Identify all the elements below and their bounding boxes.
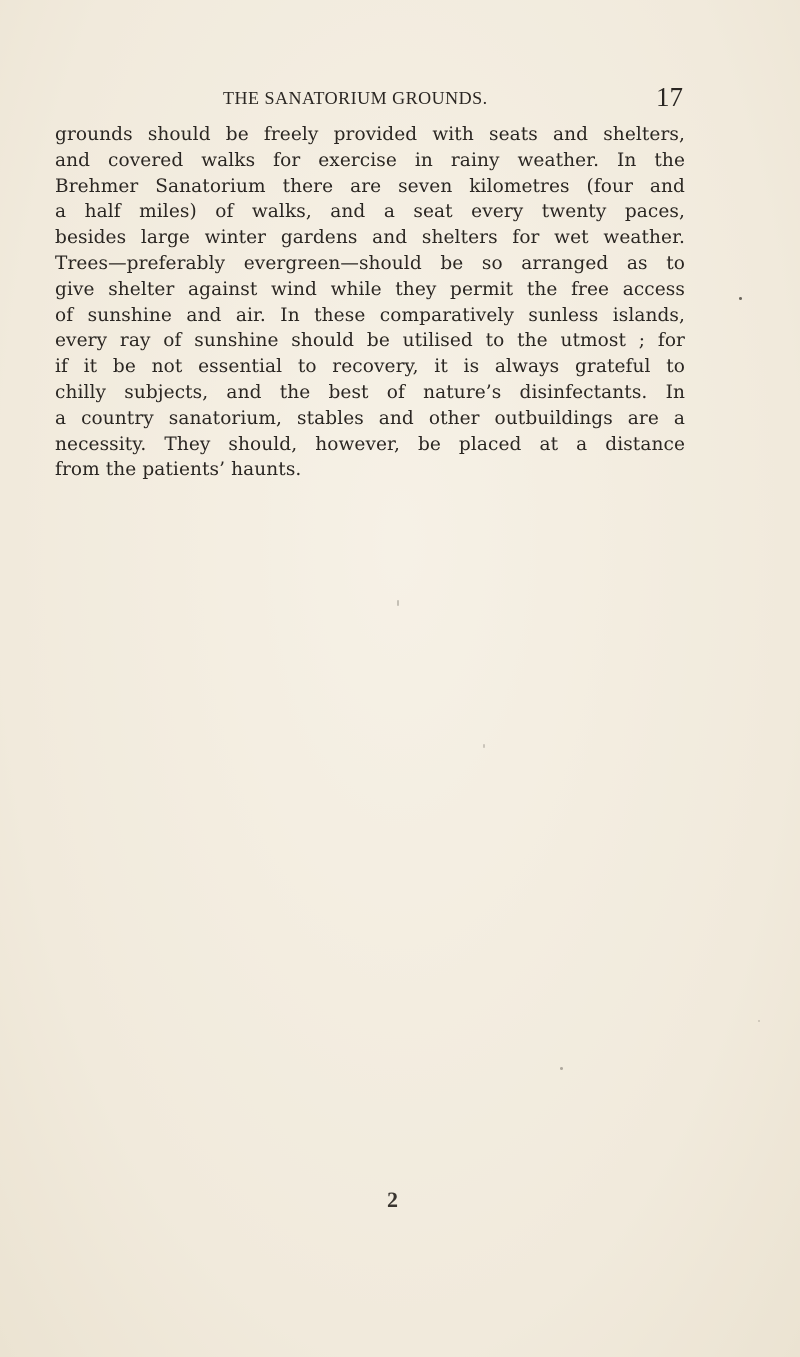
text-line: grounds should be freely provided with seats and shelters, xyxy=(55,124,685,145)
text-line: from the patients’ haunts. xyxy=(55,459,302,481)
paper-speck xyxy=(483,744,485,748)
text-line: a country sanatorium, stables and other outbuildings are a xyxy=(55,407,685,429)
running-head xyxy=(55,82,685,118)
paper-speck xyxy=(758,1020,760,1022)
text-line: of sunshine and air. In these comparatively sunless islands, xyxy=(55,304,685,326)
text-line: if it be not essential to recovery, it is always grateful to xyxy=(55,356,685,378)
text-line: Trees—preferably evergreen—should be so arranged as to xyxy=(55,252,685,274)
text-line: every ray of sunshine should be utilised to the utmost ; for xyxy=(55,330,685,352)
text-line: besides large winter gardens and shelters for wet weather. xyxy=(55,227,685,249)
text-line: and covered walks for exercise in rainy weather. In the xyxy=(55,149,685,171)
text-line: necessity. They should, however, be placed at a distance xyxy=(55,433,685,455)
running-title: THE SANATORIUM GROUNDS. xyxy=(223,88,488,108)
text-line: Brehmer Sanatorium there are seven kilometres (four and xyxy=(55,175,685,197)
text-line: a half miles) of walks, and a seat every twenty paces, xyxy=(55,201,685,223)
paper-speck xyxy=(560,1067,563,1070)
paper-speck xyxy=(397,600,399,606)
body-paragraph xyxy=(55,122,685,483)
text-line: chilly subjects, and the best of nature’s disinfectants. In xyxy=(55,381,685,403)
paper-speck xyxy=(739,297,742,300)
signature-mark: 2 xyxy=(387,1187,398,1212)
text-line: give shelter against wind while they permit the free access xyxy=(55,278,685,300)
page-number: 17 xyxy=(656,82,683,112)
